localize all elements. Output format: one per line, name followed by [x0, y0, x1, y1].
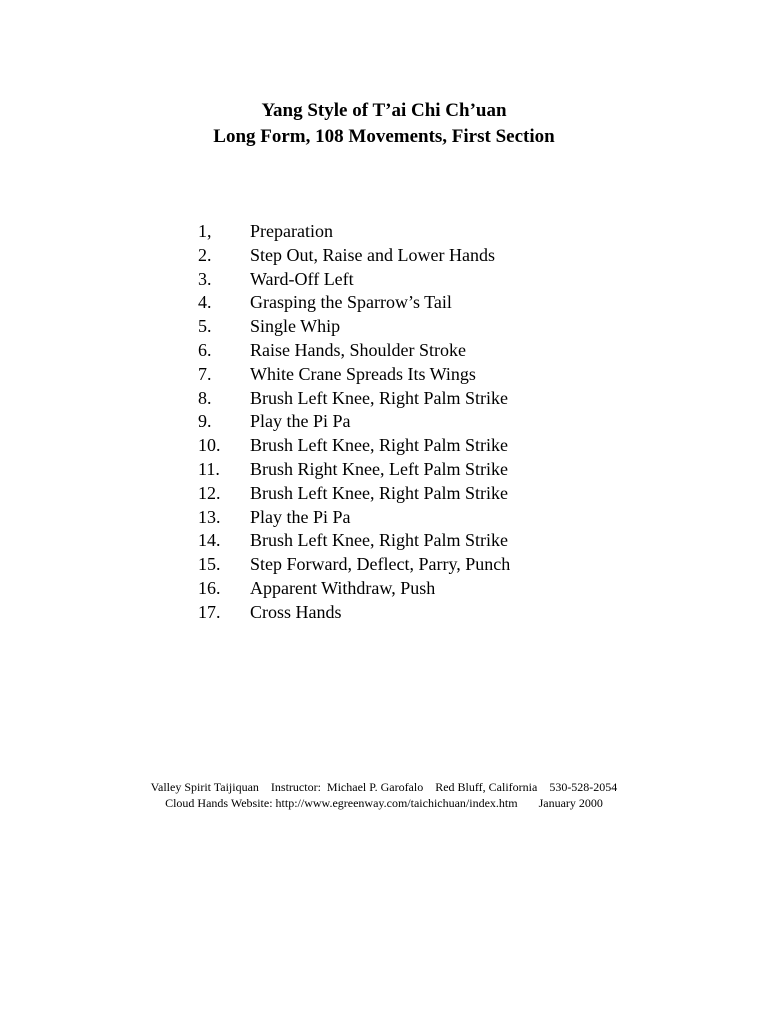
title-line-1: Yang Style of T’ai Chi Ch’uan: [261, 100, 507, 121]
list-item: [198, 291, 510, 315]
movement-name: Play the Pi Pa: [250, 411, 351, 432]
movement-number: 3.: [198, 268, 212, 289]
list-item: [198, 339, 510, 363]
movement-name: Brush Left Knee, Right Palm Strike: [250, 387, 508, 408]
list-item: [198, 387, 510, 411]
movement-number: 7.: [198, 363, 212, 384]
movement-name: Single Whip: [250, 316, 341, 337]
movement-number: 17.: [198, 601, 221, 622]
footer-website-line: Cloud Hands Website: http://www.egreenway.com/taichichuan/index.htm January 2000: [165, 796, 603, 810]
movement-number: 4.: [198, 292, 212, 313]
movement-number: 9.: [198, 411, 212, 432]
movement-number: 11.: [198, 458, 220, 479]
movement-number: 10.: [198, 435, 221, 456]
movement-number: 12.: [198, 482, 221, 503]
movement-name: Step Out, Raise and Lower Hands: [250, 244, 495, 265]
movement-name: Grasping the Sparrow’s Tail: [250, 292, 452, 313]
movement-name: Ward-Off Left: [250, 268, 354, 289]
movement-number: 1,: [198, 221, 212, 241]
movement-number: 8.: [198, 387, 212, 408]
movement-number: 16.: [198, 577, 221, 598]
movement-name: Preparation: [250, 221, 333, 241]
list-item: [198, 315, 510, 339]
movement-name: Brush Left Knee, Right Palm Strike: [250, 482, 508, 503]
list-item: [198, 529, 510, 553]
title-line-2: Long Form, 108 Movements, First Section: [213, 126, 555, 147]
footer-contact-line: Valley Spirit Taijiquan Instructor: Michael P. Garofalo Red Bluff, California 530-528-2054: [150, 780, 618, 794]
list-item: [198, 363, 510, 387]
list-item: [198, 482, 510, 506]
movement-name: Play the Pi Pa: [250, 506, 351, 527]
movement-name: Brush Left Knee, Right Palm Strike: [250, 530, 508, 551]
list-item: [198, 410, 510, 434]
document-title: [0, 98, 768, 150]
list-item: [198, 220, 510, 244]
movement-name: White Crane Spreads Its Wings: [250, 363, 476, 384]
list-item: [198, 268, 510, 292]
list-item: [198, 553, 510, 577]
movement-number: 13.: [198, 506, 221, 527]
movement-number: 14.: [198, 530, 221, 551]
movement-number: 6.: [198, 339, 212, 360]
movement-name: Brush Right Knee, Left Palm Strike: [250, 458, 508, 479]
list-item: [198, 577, 510, 601]
movement-name: Cross Hands: [250, 601, 342, 622]
movement-name: Apparent Withdraw, Push: [250, 577, 436, 598]
movement-name: Step Forward, Deflect, Parry, Punch: [250, 554, 511, 575]
list-item: [198, 434, 510, 458]
list-item: [198, 458, 510, 482]
movement-number: 2.: [198, 244, 212, 265]
list-item: [198, 506, 510, 530]
movement-list: [198, 220, 510, 625]
movement-name: Raise Hands, Shoulder Stroke: [250, 339, 466, 360]
list-item: [198, 601, 510, 625]
movement-number: 5.: [198, 316, 212, 337]
list-item: [198, 244, 510, 268]
footer: [0, 779, 768, 811]
movement-name: Brush Left Knee, Right Palm Strike: [250, 435, 508, 456]
movement-number: 15.: [198, 554, 221, 575]
